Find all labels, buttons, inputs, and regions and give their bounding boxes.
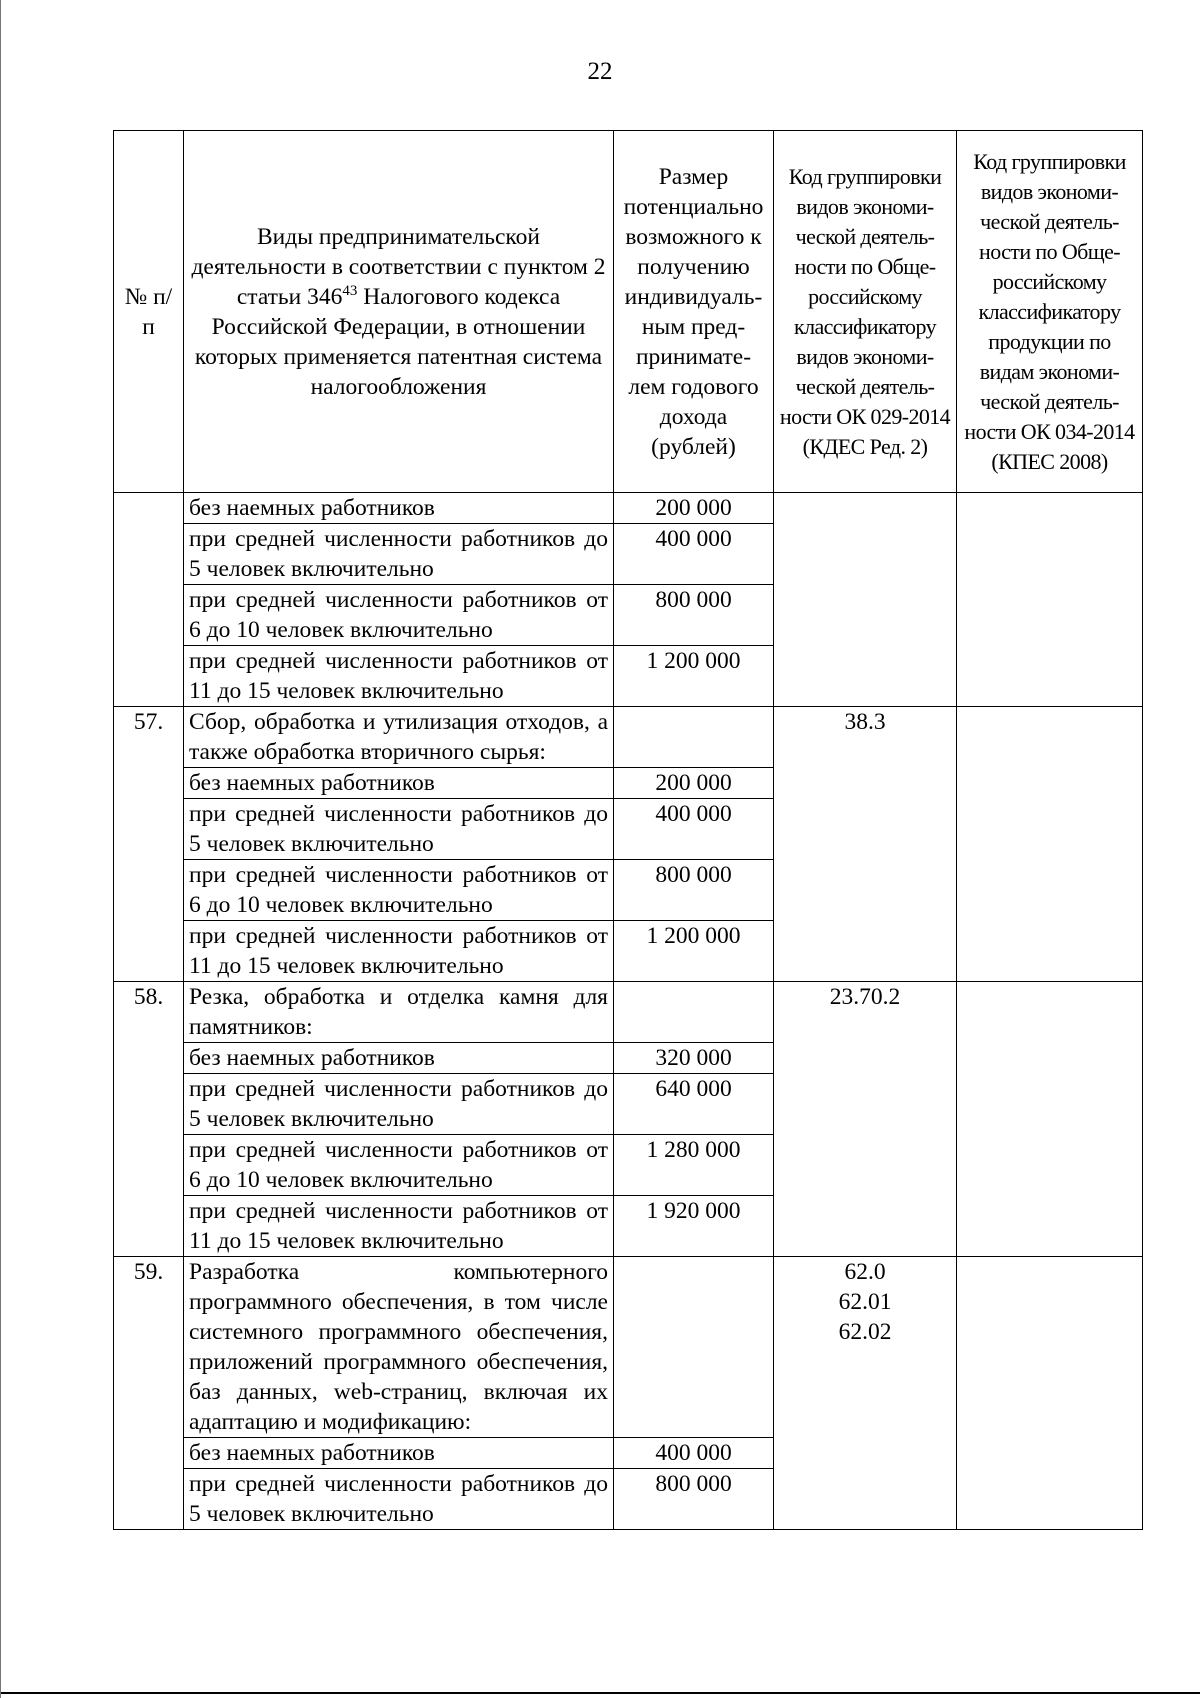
row-number [114, 921, 184, 982]
row-number [114, 1438, 184, 1469]
okved-code: 23.70.2 [829, 984, 901, 1010]
entry-title: Разработка компьютерного программного обеспечения, в том числе системного программного обеспечения, приложений программного обеспечения, баз данных, web-страниц, включая их адаптацию и модификацию: [184, 1257, 614, 1438]
row-number [114, 493, 184, 524]
row-okved [774, 646, 957, 707]
scan-edge-bottom [0, 1692, 1200, 1694]
header-okved: Код группировки видов экономи-ческой деятель-ности по Обще-российскому классификатору видов экономи-ческой деятель-ности ОК 029-2014 (КДЕС Ред. 2) [774, 131, 957, 493]
row-number [114, 1469, 184, 1530]
row-income: 320 000 [614, 1043, 774, 1074]
row-description: при средней численности работников от 6 до 10 человек включительно [184, 860, 614, 921]
page-number: 22 [587, 58, 613, 85]
header-activity [184, 131, 614, 493]
entry-number: 59. [114, 1257, 184, 1438]
entry-income [614, 1257, 774, 1438]
row-okpd [957, 646, 1143, 707]
row-description: при средней численности работников до 5 человек включительно [184, 524, 614, 585]
patent-activities-table [113, 130, 1143, 1530]
entry-okved-codes [774, 982, 957, 1257]
row-okpd [957, 524, 1143, 585]
okved-code: 38.3 [844, 709, 886, 735]
entry-title: Резка, обработка и отделка камня для памятников: [184, 982, 614, 1043]
entry-okpd-codes [957, 1257, 1143, 1530]
row-number [114, 585, 184, 646]
row-description: при средней численности работников от 11 до 15 человек включительно [184, 921, 614, 982]
entry-okved-codes [774, 1257, 957, 1530]
entry-number: 58. [114, 982, 184, 1043]
table-row [114, 493, 1143, 524]
row-description: при средней численности работников от 11 до 15 человек включительно [184, 646, 614, 707]
row-number [114, 799, 184, 860]
row-number [114, 1074, 184, 1135]
row-income: 800 000 [614, 860, 774, 921]
entry-income [614, 982, 774, 1043]
row-okved [774, 585, 957, 646]
row-income: 200 000 [614, 493, 774, 524]
table-row [114, 982, 1143, 1043]
row-income: 1 920 000 [614, 1196, 774, 1257]
row-number [114, 1043, 184, 1074]
row-okpd [957, 493, 1143, 524]
header-number: № п/п [114, 131, 184, 493]
row-income: 400 000 [614, 524, 774, 585]
table-body [114, 493, 1143, 1530]
table-header-row [114, 131, 1143, 493]
okved-code: 62.02 [838, 1319, 892, 1345]
table-row [114, 1257, 1143, 1438]
row-number [114, 646, 184, 707]
row-income: 1 200 000 [614, 646, 774, 707]
entry-number: 57. [114, 707, 184, 768]
header-income: Размер потенциально возможного к получению индивидуаль-ным пред-принимате-лем годового дохода (рублей) [614, 131, 774, 493]
row-description: без наемных работников [184, 493, 614, 524]
row-income: 800 000 [614, 1469, 774, 1530]
row-description: без наемных работников [184, 1043, 614, 1074]
row-description: без наемных работников [184, 768, 614, 799]
row-description: при средней численности работников до 5 человек включительно [184, 1074, 614, 1135]
row-income: 1 200 000 [614, 921, 774, 982]
entry-title: Сбор, обработка и утилизация отходов, а также обработка вторичного сырья: [184, 707, 614, 768]
header-activity-text-end: Налогового кодекса Российской Федерации, в отношении которых применяется патентная система налогообложения [194, 283, 603, 400]
row-income: 400 000 [614, 1438, 774, 1469]
header-activity-superscript: 43 [342, 282, 358, 299]
table-row [114, 524, 1143, 585]
row-description: при средней численности работников от 11 до 15 человек включительно [184, 1196, 614, 1257]
row-number [114, 524, 184, 585]
table-row [114, 646, 1143, 707]
row-income: 200 000 [614, 768, 774, 799]
row-income: 640 000 [614, 1074, 774, 1135]
entry-income [614, 707, 774, 768]
header-activity-text: Виды предпринимательской деятельности в соответствии с пунктом 2 статьи 346 [191, 223, 606, 310]
okved-code: 62.01 [838, 1289, 892, 1315]
row-number [114, 768, 184, 799]
row-income: 800 000 [614, 585, 774, 646]
header-okpd: Код группировки видов экономи-ческой деятель-ности по Обще-российскому классификатору продукции по видам экономи-ческой деятель-ности ОК 034-2014 (КПЕС 2008) [957, 131, 1143, 493]
row-description: при средней численности работников до 5 человек включительно [184, 799, 614, 860]
row-description: при средней численности работников до 5 человек включительно [184, 1469, 614, 1530]
row-okved [774, 524, 957, 585]
row-description: при средней численности работников от 6 до 10 человек включительно [184, 1135, 614, 1196]
table-row [114, 707, 1143, 768]
entry-okpd-codes [957, 707, 1143, 982]
row-number [114, 1196, 184, 1257]
row-okved [774, 493, 957, 524]
scan-edge-left [0, 0, 1, 1698]
row-number [114, 860, 184, 921]
row-description: при средней численности работников от 6 до 10 человек включительно [184, 585, 614, 646]
row-description: без наемных работников [184, 1438, 614, 1469]
entry-okved-codes [774, 707, 957, 982]
row-income: 400 000 [614, 799, 774, 860]
row-okpd [957, 585, 1143, 646]
entry-okpd-codes [957, 982, 1143, 1257]
row-income: 1 280 000 [614, 1135, 774, 1196]
table-row [114, 585, 1143, 646]
row-number [114, 1135, 184, 1196]
okved-code: 62.0 [844, 1259, 886, 1285]
